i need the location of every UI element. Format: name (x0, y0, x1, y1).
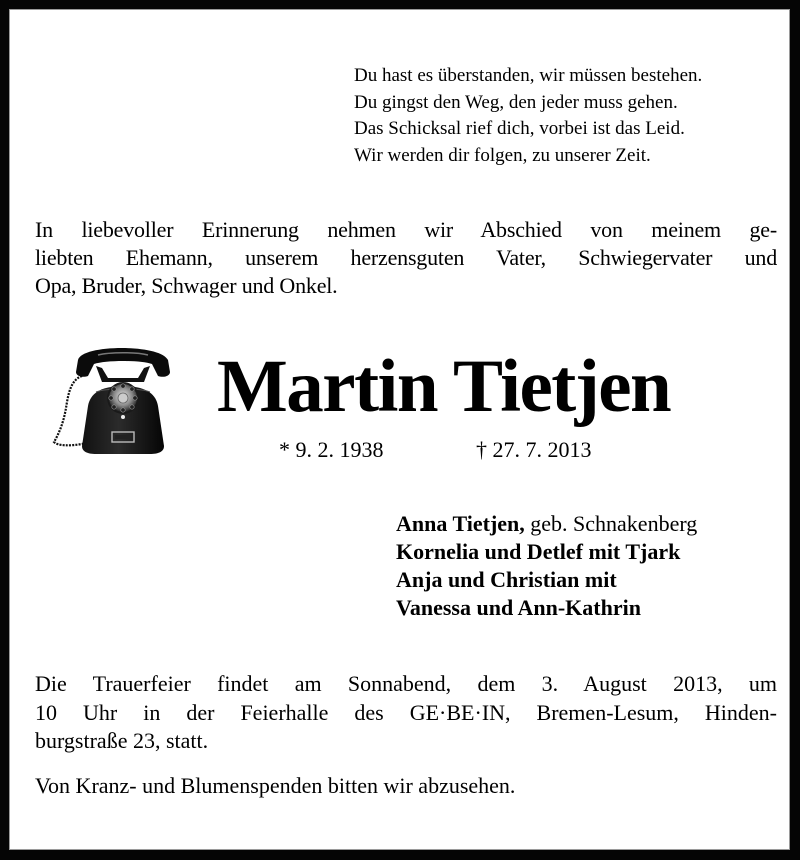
death-date: † 27. 7. 2013 (476, 437, 592, 462)
poem-line: Du gingst den Weg, den jeder muss gehen. (354, 91, 678, 113)
service-line: Die Trauerfeier findet am Sonnabend, dem 3. August 2013, um (35, 671, 777, 696)
service-details (35, 670, 777, 756)
family-line: Anja und Christian mit (396, 567, 617, 592)
intro-line: liebten Ehemann, unserem herzensguten Vater, Schwiegervater und (35, 245, 777, 270)
poem (354, 63, 702, 169)
service-line: burgstraße 23, statt. (35, 728, 209, 753)
poem-line: Das Schicksal rief dich, vorbei ist das Leid. (354, 118, 685, 139)
intro-line: Opa, Bruder, Schwager und Onkel. (35, 273, 338, 298)
intro-paragraph (35, 216, 777, 300)
poem-line: Du hast es überstanden, wir müssen bestehen. (354, 65, 703, 86)
service-line: 10 Uhr in der Feierhalle des GE·BE·IN, Bremen-Lesum, Hinden- (35, 699, 777, 725)
family-line: Kornelia und Detlef mit Tjark (396, 539, 681, 564)
birth-date: * 9. 2. 1938 (279, 437, 384, 462)
flowers-note: Von Kranz- und Blumenspenden bitten wir abzusehen. (35, 773, 516, 798)
widow-name: Anna Tietjen, (396, 511, 525, 536)
rotary-telephone-icon (40, 346, 205, 456)
family-line (396, 510, 697, 538)
widow-maiden-name: geb. Schnakenberg (524, 511, 698, 536)
deceased-name: Martin Tietjen (217, 345, 671, 428)
intro-line: In liebevoller Erinnerung nehmen wir Abschied von meinem ge- (35, 217, 777, 242)
poem-line: Wir werden dir folgen, zu unserer Zeit. (354, 144, 651, 166)
family-signatures (396, 510, 697, 622)
family-line: Vanessa und Ann-Kathrin (396, 595, 641, 620)
obituary-notice (9, 9, 790, 850)
